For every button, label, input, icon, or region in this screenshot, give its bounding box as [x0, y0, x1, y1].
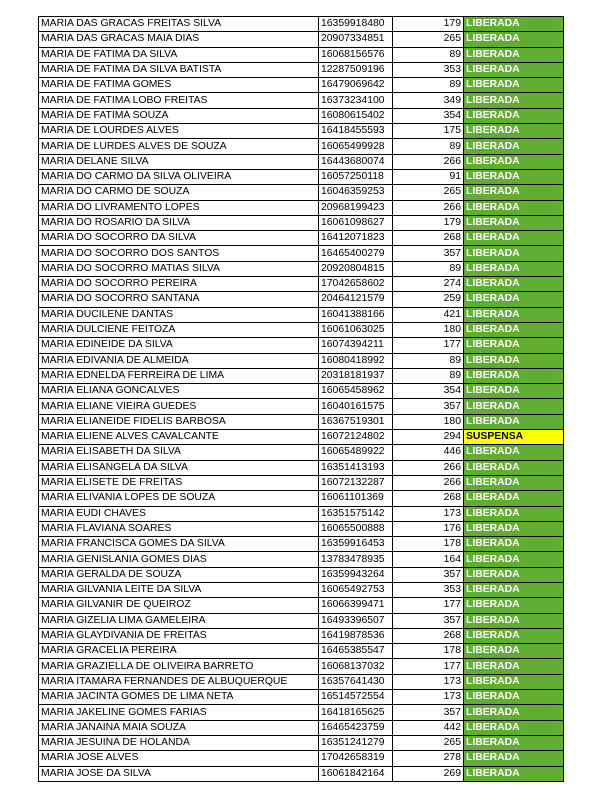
points-cell: 173	[393, 506, 464, 521]
points-cell: 179	[393, 17, 464, 32]
name-cell: MARIA GERALDA DE SOUZA	[39, 567, 319, 582]
points-cell: 173	[393, 674, 464, 689]
name-cell: MARIA EDNELDA FERREIRA DE LIMA	[39, 368, 319, 383]
name-cell: MARIA DE FATIMA LOBO FREITAS	[39, 93, 319, 108]
table-row	[39, 521, 564, 536]
table-row	[39, 231, 564, 246]
id-cell: 16061098627	[319, 215, 393, 230]
name-cell: MARIA ELIENE ALVES CAVALCANTE	[39, 430, 319, 445]
status-cell: SUSPENSA	[464, 430, 564, 445]
id-cell: 16493396507	[319, 613, 393, 628]
table-row	[39, 215, 564, 230]
status-cell: LIBERADA	[464, 62, 564, 77]
table-row	[39, 124, 564, 139]
table-row	[39, 277, 564, 292]
name-cell: MARIA GILVANIR DE QUEIROZ	[39, 598, 319, 613]
status-cell: LIBERADA	[464, 17, 564, 32]
name-cell: MARIA ELISABETH DA SILVA	[39, 445, 319, 460]
id-cell: 16041388166	[319, 307, 393, 322]
table-row	[39, 659, 564, 674]
name-cell: MARIA JESUINA DE HOLANDA	[39, 735, 319, 750]
table-row	[39, 139, 564, 154]
table-row	[39, 384, 564, 399]
status-cell: LIBERADA	[464, 445, 564, 460]
table-row	[39, 720, 564, 735]
table-row	[39, 62, 564, 77]
name-cell: MARIA JAKELINE GOMES FARIAS	[39, 705, 319, 720]
name-cell: MARIA DO SOCORRO DA SILVA	[39, 231, 319, 246]
points-cell: 269	[393, 766, 464, 781]
table-row	[39, 430, 564, 445]
name-cell: MARIA DO SOCORRO SANTANA	[39, 292, 319, 307]
table-row	[39, 246, 564, 261]
table-row	[39, 32, 564, 47]
status-cell: LIBERADA	[464, 582, 564, 597]
points-cell: 89	[393, 139, 464, 154]
status-cell: LIBERADA	[464, 322, 564, 337]
id-cell: 20920804815	[319, 261, 393, 276]
table-row	[39, 598, 564, 613]
id-cell: 16061101369	[319, 491, 393, 506]
table-body	[39, 17, 564, 782]
points-cell: 266	[393, 200, 464, 215]
name-cell: MARIA FRANCISCA GOMES DA SILVA	[39, 537, 319, 552]
name-cell: MARIA DAS GRACAS MAIA DIAS	[39, 32, 319, 47]
id-cell: 16418165625	[319, 705, 393, 720]
table-row	[39, 47, 564, 62]
status-cell: LIBERADA	[464, 399, 564, 414]
status-cell: LIBERADA	[464, 475, 564, 490]
table-row	[39, 200, 564, 215]
points-cell: 446	[393, 445, 464, 460]
points-cell: 266	[393, 154, 464, 169]
name-cell: MARIA DO CARMO DE SOUZA	[39, 185, 319, 200]
id-cell: 16080418992	[319, 353, 393, 368]
points-cell: 259	[393, 292, 464, 307]
status-cell: LIBERADA	[464, 307, 564, 322]
status-cell: LIBERADA	[464, 200, 564, 215]
name-cell: MARIA DULCIENE FEITOZA	[39, 322, 319, 337]
points-cell: 178	[393, 537, 464, 552]
name-cell: MARIA DELANE SILVA	[39, 154, 319, 169]
points-cell: 349	[393, 93, 464, 108]
table-row	[39, 414, 564, 429]
id-cell: 16351413193	[319, 460, 393, 475]
table-row	[39, 338, 564, 353]
status-cell: LIBERADA	[464, 521, 564, 536]
points-cell: 177	[393, 598, 464, 613]
id-cell: 16465423759	[319, 720, 393, 735]
name-cell: MARIA DE FATIMA SOUZA	[39, 108, 319, 123]
points-cell: 173	[393, 690, 464, 705]
status-cell: LIBERADA	[464, 93, 564, 108]
status-cell: LIBERADA	[464, 338, 564, 353]
name-cell: MARIA ELIVANIA LOPES DE SOUZA	[39, 491, 319, 506]
name-cell: MARIA DO SOCORRO PEREIRA	[39, 277, 319, 292]
status-cell: LIBERADA	[464, 552, 564, 567]
id-cell: 16412071823	[319, 231, 393, 246]
name-cell: MARIA GILVANIA LEITE DA SILVA	[39, 582, 319, 597]
name-cell: MARIA DAS GRACAS FREITAS SILVA	[39, 17, 319, 32]
points-cell: 177	[393, 659, 464, 674]
id-cell: 20318181937	[319, 368, 393, 383]
id-cell: 16351575142	[319, 506, 393, 521]
id-cell: 17042658319	[319, 751, 393, 766]
name-cell: MARIA JOSE ALVES	[39, 751, 319, 766]
id-cell: 16418455593	[319, 124, 393, 139]
points-cell: 268	[393, 628, 464, 643]
id-cell: 13783478935	[319, 552, 393, 567]
name-cell: MARIA EUDI CHAVES	[39, 506, 319, 521]
status-cell: LIBERADA	[464, 78, 564, 93]
points-cell: 89	[393, 78, 464, 93]
id-cell: 16465385547	[319, 644, 393, 659]
beneficiary-table	[38, 16, 564, 782]
table-row	[39, 353, 564, 368]
name-cell: MARIA DE FATIMA DA SILVA	[39, 47, 319, 62]
status-cell: LIBERADA	[464, 460, 564, 475]
name-cell: MARIA ELIANE VIEIRA GUEDES	[39, 399, 319, 414]
status-cell: LIBERADA	[464, 491, 564, 506]
id-cell: 16065500888	[319, 521, 393, 536]
name-cell: MARIA ELISETE DE FREITAS	[39, 475, 319, 490]
id-cell: 20464121579	[319, 292, 393, 307]
status-cell: LIBERADA	[464, 246, 564, 261]
id-cell: 16068156576	[319, 47, 393, 62]
name-cell: MARIA EDIVANIA DE ALMEIDA	[39, 353, 319, 368]
points-cell: 268	[393, 491, 464, 506]
table-row	[39, 705, 564, 720]
id-cell: 17042658602	[319, 277, 393, 292]
id-cell: 16351241279	[319, 735, 393, 750]
id-cell: 16065458962	[319, 384, 393, 399]
table-row	[39, 154, 564, 169]
status-cell: LIBERADA	[464, 659, 564, 674]
points-cell: 265	[393, 735, 464, 750]
name-cell: MARIA DO SOCORRO DOS SANTOS	[39, 246, 319, 261]
name-cell: MARIA JACINTA GOMES DE LIMA NETA	[39, 690, 319, 705]
table-row	[39, 475, 564, 490]
name-cell: MARIA DO SOCORRO MATIAS SILVA	[39, 261, 319, 276]
status-cell: LIBERADA	[464, 613, 564, 628]
id-cell: 16367519301	[319, 414, 393, 429]
points-cell: 357	[393, 246, 464, 261]
table-row	[39, 735, 564, 750]
points-cell: 164	[393, 552, 464, 567]
status-cell: LIBERADA	[464, 751, 564, 766]
id-cell: 16065492753	[319, 582, 393, 597]
table-row	[39, 292, 564, 307]
status-cell: LIBERADA	[464, 231, 564, 246]
status-cell: LIBERADA	[464, 690, 564, 705]
points-cell: 265	[393, 185, 464, 200]
table-row	[39, 491, 564, 506]
status-cell: LIBERADA	[464, 124, 564, 139]
id-cell: 16080615402	[319, 108, 393, 123]
table-row	[39, 613, 564, 628]
table-row	[39, 460, 564, 475]
status-cell: LIBERADA	[464, 705, 564, 720]
table-row	[39, 567, 564, 582]
table-row	[39, 628, 564, 643]
name-cell: MARIA DE LURDES ALVES DE SOUZA	[39, 139, 319, 154]
table-row	[39, 368, 564, 383]
name-cell: MARIA DE FATIMA GOMES	[39, 78, 319, 93]
points-cell: 177	[393, 338, 464, 353]
table-row	[39, 766, 564, 781]
status-cell: LIBERADA	[464, 567, 564, 582]
status-cell: LIBERADA	[464, 628, 564, 643]
id-cell: 16068137032	[319, 659, 393, 674]
id-cell: 16057250118	[319, 169, 393, 184]
status-cell: LIBERADA	[464, 735, 564, 750]
id-cell: 16373234100	[319, 93, 393, 108]
points-cell: 354	[393, 108, 464, 123]
status-cell: LIBERADA	[464, 261, 564, 276]
status-cell: LIBERADA	[464, 292, 564, 307]
points-cell: 175	[393, 124, 464, 139]
points-cell: 274	[393, 277, 464, 292]
table-row	[39, 751, 564, 766]
id-cell: 16359943264	[319, 567, 393, 582]
id-cell: 16359918480	[319, 17, 393, 32]
points-cell: 357	[393, 567, 464, 582]
points-cell: 357	[393, 613, 464, 628]
name-cell: MARIA ELIANA GONCALVES	[39, 384, 319, 399]
table-row	[39, 445, 564, 460]
id-cell: 16066399471	[319, 598, 393, 613]
id-cell: 20907334851	[319, 32, 393, 47]
id-cell: 16072124802	[319, 430, 393, 445]
id-cell: 16359916453	[319, 537, 393, 552]
status-cell: LIBERADA	[464, 537, 564, 552]
status-cell: LIBERADA	[464, 277, 564, 292]
name-cell: MARIA GRACELIA PEREIRA	[39, 644, 319, 659]
name-cell: MARIA DUCILENE DANTAS	[39, 307, 319, 322]
points-cell: 442	[393, 720, 464, 735]
status-cell: LIBERADA	[464, 32, 564, 47]
status-cell: LIBERADA	[464, 414, 564, 429]
table-row	[39, 506, 564, 521]
points-cell: 357	[393, 399, 464, 414]
status-cell: LIBERADA	[464, 154, 564, 169]
points-cell: 89	[393, 353, 464, 368]
table-row	[39, 399, 564, 414]
name-cell: MARIA DE FATIMA DA SILVA BATISTA	[39, 62, 319, 77]
name-cell: MARIA GENISLANIA GOMES DIAS	[39, 552, 319, 567]
points-cell: 180	[393, 322, 464, 337]
points-cell: 421	[393, 307, 464, 322]
points-cell: 354	[393, 384, 464, 399]
points-cell: 178	[393, 644, 464, 659]
name-cell: MARIA JANAINA MAIA SOUZA	[39, 720, 319, 735]
name-cell: MARIA ELISANGELA DA SILVA	[39, 460, 319, 475]
points-cell: 268	[393, 231, 464, 246]
id-cell: 16479069642	[319, 78, 393, 93]
id-cell: 20968199423	[319, 200, 393, 215]
id-cell: 16040161575	[319, 399, 393, 414]
status-cell: LIBERADA	[464, 139, 564, 154]
status-cell: LIBERADA	[464, 215, 564, 230]
table-row	[39, 17, 564, 32]
id-cell: 12287509196	[319, 62, 393, 77]
status-cell: LIBERADA	[464, 384, 564, 399]
name-cell: MARIA DO LIVRAMENTO LOPES	[39, 200, 319, 215]
id-cell: 16061842164	[319, 766, 393, 781]
table-row	[39, 537, 564, 552]
status-cell: LIBERADA	[464, 720, 564, 735]
name-cell: MARIA ELIANEIDE FIDELIS BARBOSA	[39, 414, 319, 429]
points-cell: 89	[393, 261, 464, 276]
status-cell: LIBERADA	[464, 169, 564, 184]
name-cell: MARIA DO ROSARIO DA SILVA	[39, 215, 319, 230]
name-cell: MARIA GRAZIELLA DE OLIVEIRA BARRETO	[39, 659, 319, 674]
name-cell: MARIA FLAVIANA SOARES	[39, 521, 319, 536]
table-row	[39, 644, 564, 659]
table-row	[39, 322, 564, 337]
status-cell: LIBERADA	[464, 598, 564, 613]
id-cell: 16061063025	[319, 322, 393, 337]
points-cell: 266	[393, 460, 464, 475]
id-cell: 16357641430	[319, 674, 393, 689]
points-cell: 294	[393, 430, 464, 445]
table-row	[39, 552, 564, 567]
name-cell: MARIA GIZELIA LIMA GAMELEIRA	[39, 613, 319, 628]
id-cell: 16443680074	[319, 154, 393, 169]
points-cell: 265	[393, 32, 464, 47]
table-row	[39, 78, 564, 93]
points-cell: 357	[393, 705, 464, 720]
id-cell: 16074394211	[319, 338, 393, 353]
id-cell: 16419878536	[319, 628, 393, 643]
id-cell: 16072132287	[319, 475, 393, 490]
status-cell: LIBERADA	[464, 185, 564, 200]
points-cell: 179	[393, 215, 464, 230]
status-cell: LIBERADA	[464, 644, 564, 659]
table-row	[39, 108, 564, 123]
id-cell: 16065499928	[319, 139, 393, 154]
status-cell: LIBERADA	[464, 766, 564, 781]
status-cell: LIBERADA	[464, 368, 564, 383]
name-cell: MARIA DO CARMO DA SILVA OLIVEIRA	[39, 169, 319, 184]
points-cell: 176	[393, 521, 464, 536]
points-cell: 278	[393, 751, 464, 766]
points-cell: 180	[393, 414, 464, 429]
points-cell: 91	[393, 169, 464, 184]
name-cell: MARIA ITAMARA FERNANDES DE ALBUQUERQUE	[39, 674, 319, 689]
table-row	[39, 582, 564, 597]
table-row	[39, 261, 564, 276]
table-row	[39, 185, 564, 200]
table-row	[39, 690, 564, 705]
name-cell: MARIA EDINEIDE DA SILVA	[39, 338, 319, 353]
status-cell: LIBERADA	[464, 47, 564, 62]
table-row	[39, 674, 564, 689]
status-cell: LIBERADA	[464, 353, 564, 368]
id-cell: 16465400279	[319, 246, 393, 261]
points-cell: 266	[393, 475, 464, 490]
name-cell: MARIA DE LOURDES ALVES	[39, 124, 319, 139]
status-cell: LIBERADA	[464, 108, 564, 123]
id-cell: 16065489922	[319, 445, 393, 460]
id-cell: 16046359253	[319, 185, 393, 200]
points-cell: 353	[393, 582, 464, 597]
points-cell: 89	[393, 47, 464, 62]
points-cell: 353	[393, 62, 464, 77]
status-cell: LIBERADA	[464, 506, 564, 521]
id-cell: 16514572554	[319, 690, 393, 705]
name-cell: MARIA GLAYDIVANIA DE FREITAS	[39, 628, 319, 643]
table-row	[39, 169, 564, 184]
name-cell: MARIA JOSE DA SILVA	[39, 766, 319, 781]
points-cell: 89	[393, 368, 464, 383]
table-row	[39, 307, 564, 322]
table-row	[39, 93, 564, 108]
status-cell: LIBERADA	[464, 674, 564, 689]
